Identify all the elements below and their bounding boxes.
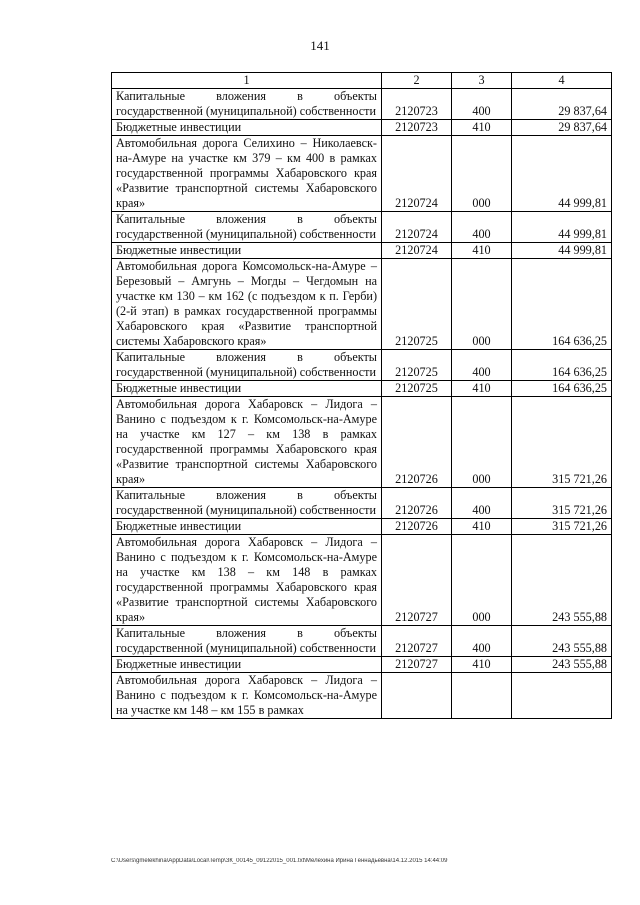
row-target-code xyxy=(382,673,452,719)
row-expense-type: 400 xyxy=(452,350,512,381)
row-description: Капитальные вложения в объекты государственной (муниципальной) собственности xyxy=(112,626,382,657)
row-description: Бюджетные инвестиции xyxy=(112,120,382,136)
table-row xyxy=(112,212,612,243)
row-expense-type: 410 xyxy=(452,120,512,136)
row-amount: 164 636,25 xyxy=(512,259,612,350)
row-target-code: 2120725 xyxy=(382,350,452,381)
row-description: Бюджетные инвестиции xyxy=(112,243,382,259)
row-description: Автомобильная дорога Хабаровск – Лидога – Ванино с подъездом к г. Комсомольск-на-Амуре на участке км 127 – км 138 в рамках государственной программы Хабаровского края «Развитие транспортной системы Хабаровского края» xyxy=(112,397,382,488)
row-description: Автомобильная дорога Комсомольск-на-Амуре – Березовый – Амгунь – Могды – Чегдомын на участке км 130 – км 162 (с подъездом к п. Герби) (2-й этап) в рамках государственной программы Хабаровского края «Развитие транспортной системы Хабаровского края» xyxy=(112,259,382,350)
row-target-code: 2120727 xyxy=(382,657,452,673)
row-expense-type: 410 xyxy=(452,657,512,673)
row-expense-type: 400 xyxy=(452,626,512,657)
row-expense-type: 000 xyxy=(452,136,512,212)
row-amount: 164 636,25 xyxy=(512,381,612,397)
row-description: Капитальные вложения в объекты государственной (муниципальной) собственности xyxy=(112,350,382,381)
file-path-footer: C:\Users\gmelekhina\AppData\Local\Temp\ЗК_00145_09122015_001.txt\Мелехина Ирина Геннадьевна\14.12.2015 14:44:09 xyxy=(111,858,448,864)
row-amount: 315 721,26 xyxy=(512,519,612,535)
row-target-code: 2120727 xyxy=(382,535,452,626)
row-target-code: 2120727 xyxy=(382,626,452,657)
table-row xyxy=(112,120,612,136)
table-row xyxy=(112,535,612,626)
row-amount: 315 721,26 xyxy=(512,397,612,488)
row-expense-type: 410 xyxy=(452,381,512,397)
table-row xyxy=(112,136,612,212)
row-target-code: 2120724 xyxy=(382,212,452,243)
row-amount: 44 999,81 xyxy=(512,243,612,259)
row-amount: 29 837,64 xyxy=(512,120,612,136)
row-target-code: 2120726 xyxy=(382,488,452,519)
header-col-4: 4 xyxy=(512,73,612,89)
row-description: Бюджетные инвестиции xyxy=(112,381,382,397)
header-col-3: 3 xyxy=(452,73,512,89)
table-row xyxy=(112,519,612,535)
table-row xyxy=(112,657,612,673)
table-row xyxy=(112,89,612,120)
row-expense-type: 410 xyxy=(452,519,512,535)
row-amount: 164 636,25 xyxy=(512,350,612,381)
row-target-code: 2120726 xyxy=(382,519,452,535)
row-amount xyxy=(512,673,612,719)
row-target-code: 2120724 xyxy=(382,243,452,259)
row-description: Бюджетные инвестиции xyxy=(112,657,382,673)
row-amount: 243 555,88 xyxy=(512,535,612,626)
table-row xyxy=(112,397,612,488)
row-description: Автомобильная дорога Селихино – Николаевск-на-Амуре на участке км 379 – км 400 в рамках государственной программы Хабаровского края «Развитие транспортной системы Хабаровского края» xyxy=(112,136,382,212)
row-amount: 44 999,81 xyxy=(512,212,612,243)
row-description: Капитальные вложения в объекты государственной (муниципальной) собственности xyxy=(112,212,382,243)
row-amount: 315 721,26 xyxy=(512,488,612,519)
row-expense-type xyxy=(452,673,512,719)
table-header-row xyxy=(112,73,612,89)
header-col-2: 2 xyxy=(382,73,452,89)
row-amount: 44 999,81 xyxy=(512,136,612,212)
row-target-code: 2120723 xyxy=(382,120,452,136)
row-description: Автомобильная дорога Хабаровск – Лидога – Ванино с подъездом к г. Комсомольск-на-Амуре на участке км 138 – км 148 в рамках государственной программы Хабаровского края «Развитие транспортной системы Хабаровского края» xyxy=(112,535,382,626)
row-expense-type: 000 xyxy=(452,259,512,350)
table-row xyxy=(112,259,612,350)
row-expense-type: 400 xyxy=(452,488,512,519)
row-description: Бюджетные инвестиции xyxy=(112,519,382,535)
row-target-code: 2120724 xyxy=(382,136,452,212)
row-expense-type: 400 xyxy=(452,212,512,243)
row-target-code: 2120725 xyxy=(382,259,452,350)
row-expense-type: 400 xyxy=(452,89,512,120)
row-target-code: 2120723 xyxy=(382,89,452,120)
page-number: 141 xyxy=(310,38,330,53)
row-expense-type: 000 xyxy=(452,535,512,626)
header-col-1: 1 xyxy=(112,73,382,89)
table-row xyxy=(112,350,612,381)
table-row xyxy=(112,381,612,397)
row-description: Автомобильная дорога Хабаровск – Лидога – Ванино с подъездом к г. Комсомольск-на-Амуре на участке км 148 – км 155 в рамках xyxy=(112,673,382,719)
row-target-code: 2120726 xyxy=(382,397,452,488)
table-row xyxy=(112,243,612,259)
table-row xyxy=(112,488,612,519)
row-expense-type: 410 xyxy=(452,243,512,259)
row-expense-type: 000 xyxy=(452,397,512,488)
row-target-code: 2120725 xyxy=(382,381,452,397)
budget-table xyxy=(111,72,612,719)
table-row xyxy=(112,673,612,719)
row-amount: 243 555,88 xyxy=(512,626,612,657)
row-description: Капитальные вложения в объекты государственной (муниципальной) собственности xyxy=(112,488,382,519)
row-amount: 29 837,64 xyxy=(512,89,612,120)
row-description: Капитальные вложения в объекты государственной (муниципальной) собственности xyxy=(112,89,382,120)
row-amount: 243 555,88 xyxy=(512,657,612,673)
table-row xyxy=(112,626,612,657)
